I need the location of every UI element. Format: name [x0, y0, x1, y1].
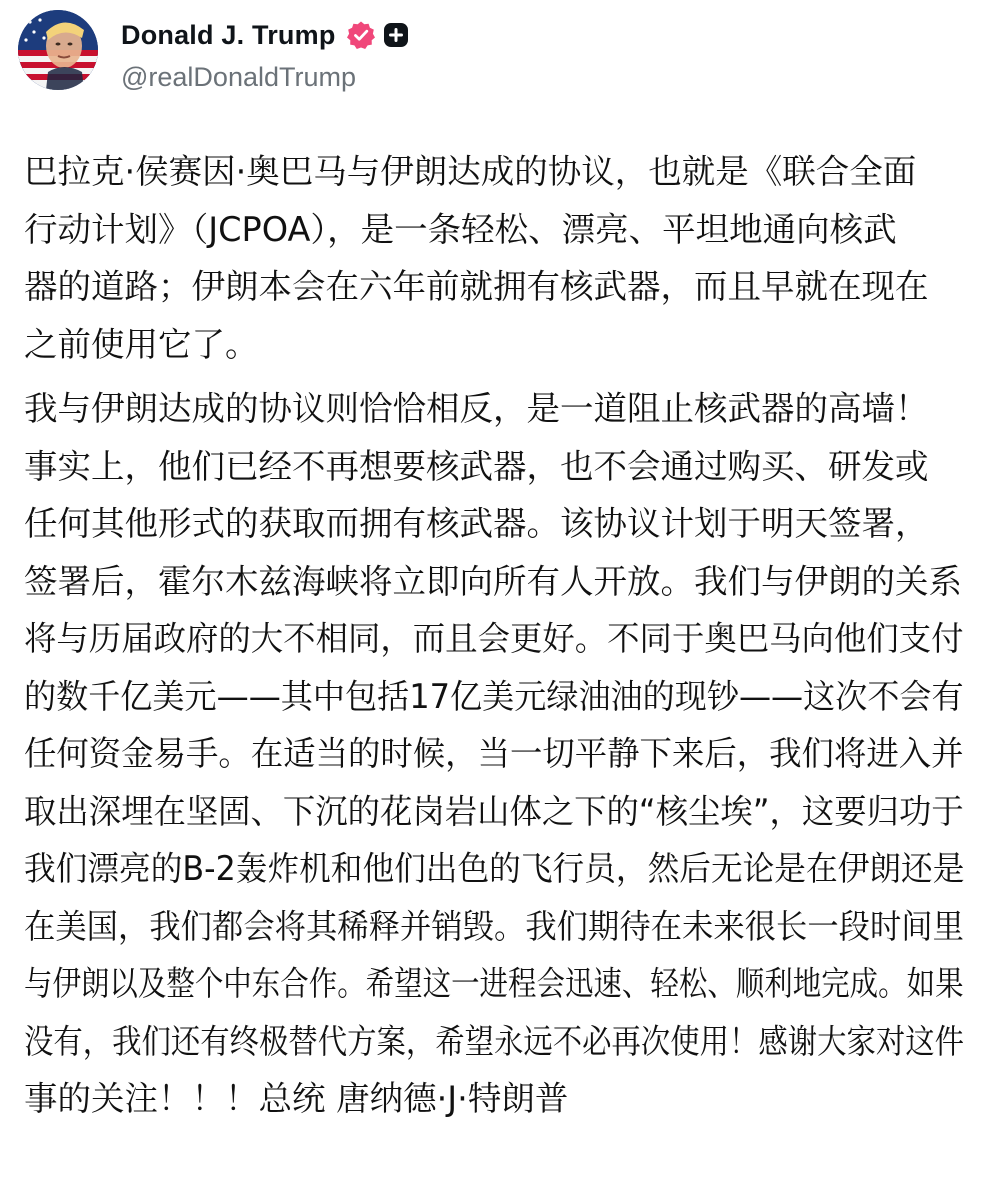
display-name[interactable]: Donald J. Trump	[121, 19, 336, 50]
paragraph-2	[24, 380, 964, 1128]
plus-square-icon	[384, 23, 408, 47]
text-line: 事实上，他们已经不再想要核武器，也不会通过购买、研发或	[24, 446, 929, 486]
verified-badge-icon	[346, 20, 376, 50]
text-line: 巴拉克·侯赛因·奥巴马与伊朗达成的协议，也就是《联合全面	[24, 152, 917, 191]
text-line: 任何资金易手。在适当的时候，当一切平静下来后，我们将进入并	[24, 734, 964, 773]
name-row	[121, 18, 408, 52]
avatar[interactable]	[18, 10, 98, 90]
text-line: 没有，我们还有终极替代方案，希望永远不必再次使用！感谢大家对这件	[24, 1021, 965, 1061]
text-line: 与伊朗以及整个中东合作。希望这一进程会迅速、轻松、顺利地完成。如果	[24, 964, 964, 1003]
text-line: 事的关注！！！总统 唐纳德·J·特朗普	[24, 1079, 569, 1118]
user-handle[interactable]: @realDonaldTrump	[121, 62, 356, 92]
text-line: 行动计划》（JCPOA），是一条轻松、漂亮、平坦地通向核武	[24, 209, 897, 249]
avatar-image	[18, 10, 98, 90]
text-line: 签署后，霍尔木兹海峡将立即向所有人开放。我们与伊朗的关系	[24, 561, 962, 601]
text-line: 我们漂亮的B-2轰炸机和他们出色的飞行员，然后无论是在伊朗还是	[24, 849, 965, 888]
post-body	[24, 143, 964, 1128]
text-line: 任何其他形式的获取而拥有核武器。该协议计划于明天签署，	[24, 504, 929, 543]
paragraph-1	[24, 143, 964, 373]
text-line: 器的道路；伊朗本会在六年前就拥有核武器，而且早就在现在	[24, 267, 929, 306]
text-line: 之前使用它了。	[24, 324, 259, 364]
text-line: 我与伊朗达成的协议则恰恰相反，是一道阻止核武器的高墙！	[24, 389, 929, 428]
text-line: 在美国，我们都会将其稀释并销毁。我们期待在未来很长一段时间里	[24, 906, 964, 946]
text-line: 将与历届政府的大不相同，而且会更好。不同于奥巴马向他们支付	[24, 619, 964, 658]
text-line: 的数千亿美元——其中包括17亿美元绿油油的现钞——这次不会有	[24, 676, 964, 716]
post-header	[18, 10, 968, 96]
text-line: 取出深埋在坚固、下沉的花岗岩山体之下的“核尘埃”，这要归功于	[24, 791, 964, 831]
